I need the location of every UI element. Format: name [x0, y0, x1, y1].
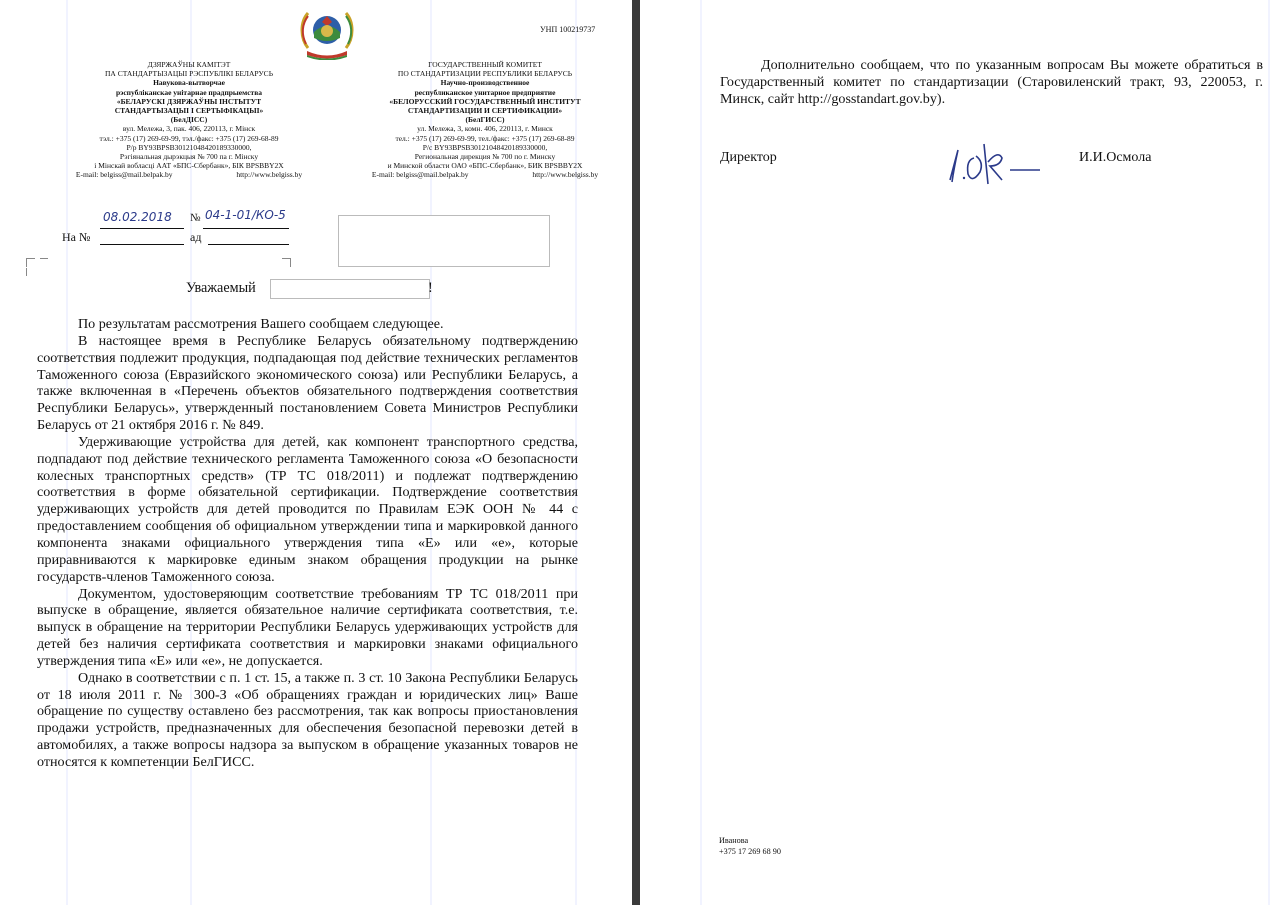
header-line: ПО СТАНДАРТИЗАЦИИ РЕСПУБЛИКИ БЕЛАРУСЬ: [397, 69, 573, 79]
header-line: ДЗЯРЖАЎНЫ КАМІТЭТ: [147, 60, 231, 69]
header-email: E-mail: belgiss@mail.belpak.by: [75, 170, 173, 180]
header-website: http://www.belgiss.by: [236, 170, 303, 180]
reference-date-line: [208, 244, 289, 245]
header-line: Навукова-вытворчае: [153, 78, 225, 88]
registration-number-label: №: [190, 212, 201, 224]
reference-line: [100, 244, 184, 245]
header-line: ПА СТАНДАРТЫЗАЦЫІ РЭСПУБЛІКІ БЕЛАРУСЬ: [105, 69, 273, 79]
header-line: и Минской области ОАО «БПС-Сбербанк», БИК BPSBBY2X: [387, 161, 583, 171]
body-paragraph: Документом, удостоверяющим соответствие требованиям ТР ТС 018/2011 при выпуске в обращение, является обязательное наличие сертификата соответствия, т.е. выпуск в обращение на территории Республики Беларусь удерживающих устройств для детей без наличия сертификата соответствия и маркировки знаками официального утверждения типа «Е» или «е», не допускается.: [37, 585, 578, 669]
body-paragraph: По результатам рассмотрения Вашего сообщаем следующее.: [78, 316, 444, 332]
header-line: «БЕЛОРУССКИЙ ГОСУДАРСТВЕННЫЙ ИНСТИТУТ: [389, 96, 581, 106]
header-line: рэспубліканскае унітарнае прадпрыемства: [115, 87, 263, 97]
corner-mark: [26, 258, 35, 267]
redacted-addressee: [338, 215, 550, 267]
header-line: тэл.: +375 (17) 269-69-99, тэл./факс: +375 (17) 269-68-89: [99, 133, 279, 143]
scan-artifact: [700, 0, 702, 905]
header-russian: [340, 60, 630, 180]
header-line: і Мінскай вобласці ААТ «БПС-Сбербанк», БІК BPSBBY2X: [94, 161, 284, 171]
signature-icon: [940, 138, 1045, 188]
page-divider: [632, 0, 640, 905]
header-line: вул. Мележа, 3, пак. 406, 220113, г. Мінск: [122, 124, 256, 134]
continuation-text: [720, 57, 1263, 108]
body-paragraph: В настоящее время в Республике Беларусь обязательному подтверждению соответствия подлежит продукция, подпадающая под действие технических регламентов Таможенного союза (Евразийского экономического союза) или Республики Беларусь, а также включенная в «Перечень объектов обязательного подтверждения соответствия Республики Беларусь», утвержденный постановлением Совета Министров Республики Беларусь от 21 октября 2016 г. № 849.: [37, 332, 578, 434]
registration-date: 08.02.2018: [103, 210, 172, 224]
registration-number: 04-1-01/КО-5: [205, 208, 286, 222]
header-belarusian: [44, 60, 334, 180]
body-paragraph: Удерживающие устройства для детей, как компонент транспортного средства, подпадают под действие технического регламента Таможенного союза «О безопасности колесных транспортных средств» (ТР ТС 018/2011) и подлежат подтверждению соответствия в форме обязательной сертификации. Подтверждение соответствия удерживающих устройств для детей проводится по Правилам ЕЭК ООН № 44 с предоставлением сообщения об официальном утверждении типа и маркировкой данного компонента знаками официального утверждения типа «Е» или «е», которые приравниваются к маркировке единым знаком обращения продукции на рынке государств-членов Таможенного союза.: [37, 433, 578, 585]
letter-body: [37, 316, 578, 771]
letter-page-1: [0, 0, 632, 905]
signer-title: Директор: [720, 150, 777, 165]
signer-name: И.И.Осмола: [1079, 150, 1152, 165]
corner-mark: [40, 258, 48, 267]
unp-number: УНП 100219737: [540, 25, 596, 34]
header-line: СТАНДАРТЫЗАЦЫІ І СЕРТЫФІКАЦЫІ»: [114, 106, 264, 116]
date-line: [100, 228, 184, 229]
body-paragraph: Дополнительно сообщаем, что по указанным вопросам Вы можете обратиться в Государственный комитет по стандартизации (Старовиленский тракт, 93, 220053, г. Минск, сайт http://gosstandart.gov.by).: [720, 57, 1263, 107]
salutation-suffix: !: [428, 280, 433, 296]
header-line: республиканское унитарное предприятие: [414, 87, 556, 97]
body-paragraph: Однако в соответствии с п. 1 ст. 15, а также п. 3 ст. 10 Закона Республики Беларусь от 18 июля 2011 г. № 300-З «Об обращениях граждан и юридических лиц» Ваше обращение по существу оставлено без рассмотрения, так как вопросы приостановления продажи устройств, предназначенных для обеспечения безопасной перевозки детей в автомобилях, а также вопросы надзора за выпуском в обращение указанных товаров не относятся к компетенции БелГИСС.: [37, 669, 578, 770]
number-line: [203, 228, 289, 229]
corner-mark: [282, 258, 291, 267]
header-line: (БелДІСС): [170, 115, 208, 125]
scan-artifact: [1268, 0, 1270, 905]
header-email: E-mail: belgiss@mail.belpak.by: [371, 170, 469, 180]
redacted-name: [270, 279, 430, 299]
executor-info: [719, 836, 781, 857]
header-line: тел.: +375 (17) 269-69-99, тел./факс: +375 (17) 269-68-89: [395, 133, 575, 143]
letter-page-2: [640, 0, 1280, 905]
header-website: http://www.belgiss.by: [532, 170, 599, 180]
header-line: ул. Мележа, 3, комн. 406, 220113, г. Минск: [417, 124, 553, 134]
header-line: СТАНДАРТИЗАЦИИ И СЕРТИФИКАЦИИ»: [407, 106, 563, 116]
header-line: Рэгіянальная дырэкцыя № 700 па г. Мінску: [119, 152, 259, 162]
reference-label: На №: [62, 230, 91, 244]
header-line: Р/р BY93BPSB30121048420189330000,: [126, 142, 252, 152]
header-line: ГОСУДАРСТВЕННЫЙ КОМИТЕТ: [428, 60, 542, 69]
header-line: (БелГИСС): [465, 115, 505, 125]
executor-name: Иванова: [719, 836, 749, 845]
salutation-prefix: Уважаемый: [186, 280, 256, 296]
header-line: Научно-производственное: [440, 78, 530, 88]
header-line: «БЕЛАРУСКІ ДЗЯРЖАЎНЫ ІНСТЫТУТ: [116, 96, 262, 106]
header-line: Региональная дирекция № 700 по г. Минску: [414, 152, 556, 162]
salutation: [186, 280, 256, 297]
header-line: Р/с BY93BPSB30121048420189330000,: [422, 142, 548, 152]
executor-phone: +375 17 269 68 90: [719, 846, 781, 856]
coat-of-arms-icon: [300, 4, 354, 60]
reference-ad-label: ад: [190, 230, 202, 244]
corner-mark: [26, 268, 35, 276]
